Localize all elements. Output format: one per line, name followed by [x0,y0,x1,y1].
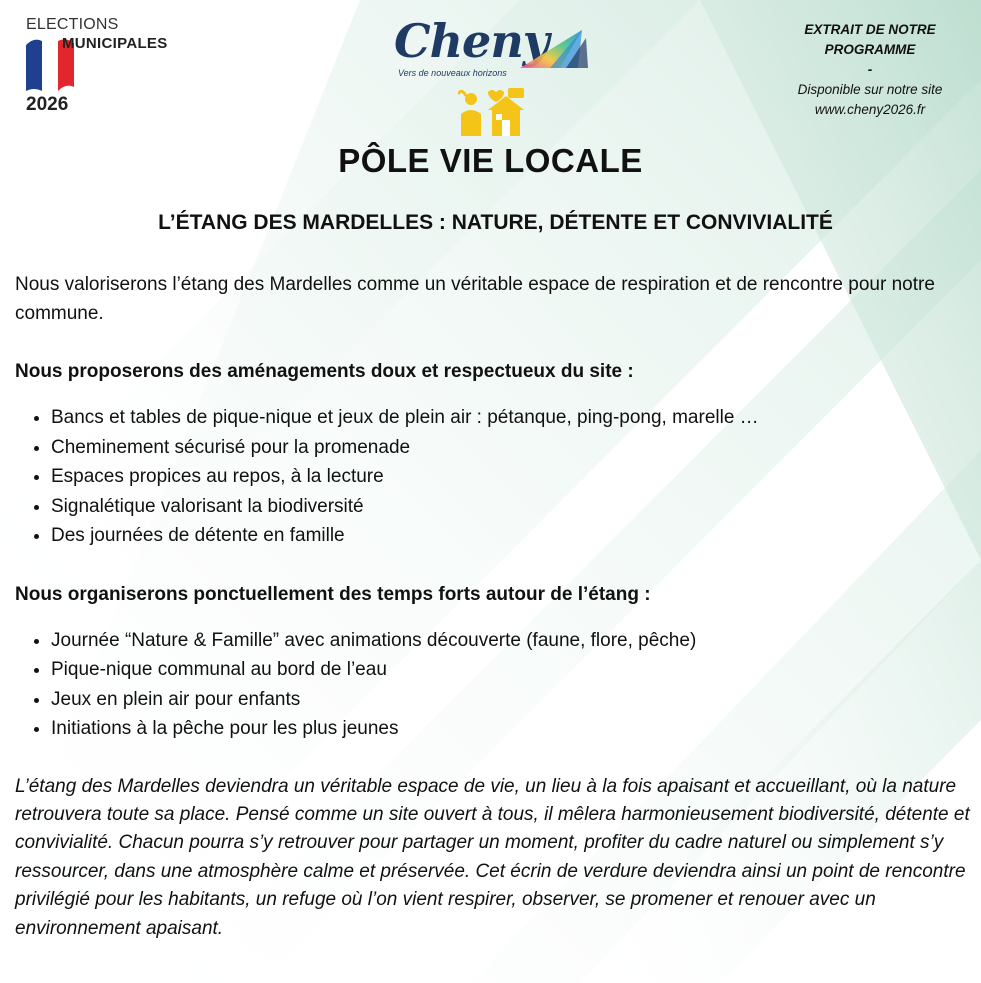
list-item: • Des journées de détente en famille [51,521,970,551]
note-line-3: Disponible sur notre site [797,82,943,97]
logo-wordmark: Cheny [394,14,549,68]
amenities-list [15,403,970,551]
intro-paragraph: Nous valoriserons l’étang des Mardelles comme un véritable espace de respiration et de rencontre pour notre commune. [15,274,935,324]
logo-tagline: Vers de nouveaux horizons [398,68,507,78]
page-title: PÔLE VIE LOCALE [338,142,643,179]
amenities-heading: Nous proposerons des aménagements doux et respectueux du site : [15,361,634,382]
list-item: • Bancs et tables de pique-nique et jeux de plein air : pétanque, ping-pong, marelle … [51,403,970,433]
badge-line-municipales: MUNICIPALES [62,35,168,52]
section-subtitle: L’ÉTANG DES MARDELLES : NATURE, DÉTENTE ET CONVIVIALITÉ [158,211,833,234]
program-extract-note [760,20,980,120]
list-item: • Espaces propices au repos, à la lecture [51,462,970,492]
note-dash: - [867,62,873,77]
badge-line-elections: ELECTIONS [26,16,119,33]
list-item: • Signalétique valorisant la biodiversité [51,492,970,522]
list-item: • Journée “Nature & Famille” avec animations découverte (faune, flore, pêche) [51,626,970,656]
note-line-1: EXTRAIT DE NOTRE [804,22,936,37]
cheny-logo [392,14,592,84]
note-website: www.cheny2026.fr [814,102,926,117]
election-badge [24,16,184,115]
main-content [15,270,970,943]
logo-mountain-icon [520,28,590,72]
list-item: • Jeux en plein air pour enfants [51,685,970,715]
closing-paragraph: L’étang des Mardelles deviendra un véritable espace de vie, un lieu à la fois apaisant et accueillant, où la nature retrouvera toute sa place. Pensé comme un site ouvert à tous, il mêlera harmonieusement biodiversité, détente et convivialité. Chacun pourra s’y retrouver pour partager un moment, profiter du cadre naturel ou simplement s’y ressourcer, dans une atmosphère calme et préservée. Cet écrin de verdure deviendra ainsi un point de rencontre privilégié pour les habitants, un refuge où l’on vient respirer, observer, se promener et renouer avec un environnement apaisant. [15,775,970,939]
events-list [15,626,970,744]
community-house-icon [458,88,524,142]
list-item: • Initiations à la pêche pour les plus jeunes [51,714,970,744]
events-heading: Nous organiserons ponctuellement des temps forts autour de l’étang : [15,583,651,605]
badge-year: 2026 [26,94,69,115]
list-item: • Cheminement sécurisé pour la promenade [51,433,970,463]
note-line-2: PROGRAMME [824,42,916,57]
list-item: • Pique-nique communal au bord de l’eau [51,655,970,685]
